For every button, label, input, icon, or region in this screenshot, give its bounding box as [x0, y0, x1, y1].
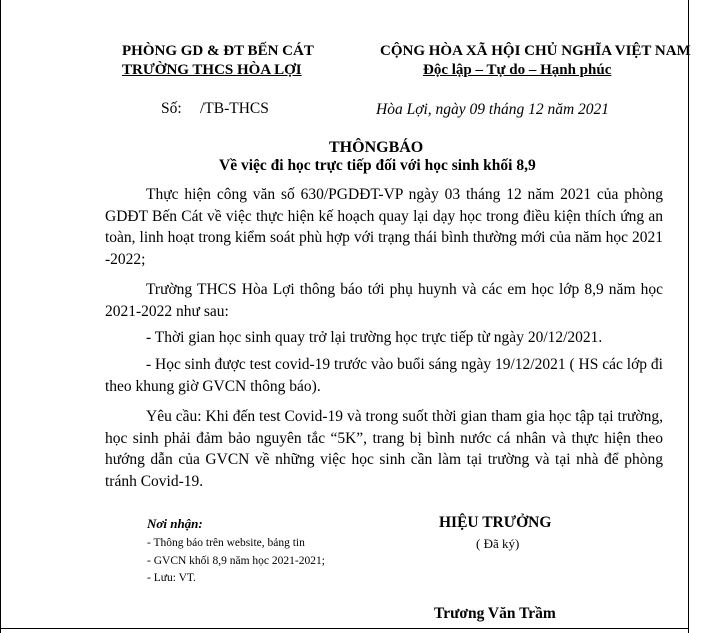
national-motto: Độc lập – Tự do – Hạnh phúc	[423, 62, 612, 78]
recipient-item: - GVCN khối 8,9 năm học 2021-2021;	[147, 555, 325, 567]
signer-name: Trương Văn Trầm	[434, 605, 556, 622]
signature-title: HIỆU TRƯỞNG	[439, 514, 552, 531]
page-border-bottom	[0, 628, 689, 629]
department-name: PHÒNG GD & ĐT BẾN CÁT	[122, 43, 314, 59]
school-name: TRƯỜNG THCS HÒA LỢI	[122, 62, 302, 78]
page-border-left	[0, 0, 1, 633]
paragraph-covid-test: - Học sinh được test covid-19 trước vào buổi sáng ngày 19/12/2021 ( HS các lớp đi theo khung giờ GVCN thông báo).	[105, 356, 663, 395]
paragraph-requirements: Yêu cầu: Khi đến test Covid-19 và trong suốt thời gian tham gia học tập tại trường, học sinh phải đảm bảo nguyên tắc “5K”, trang bị bình nước cá nhân và thực hiện theo hướng dẫn của GVCN về những việc học sinh cần làm tại trường và tại nhà để phòng tránh Covid-19.	[105, 408, 663, 490]
document-number: /TB-THCS	[200, 100, 269, 117]
document-subtitle: Về việc đi học trực tiếp đối với học sinh khối 8,9	[219, 157, 536, 174]
paragraph-announcement: Trường THCS Hòa Lợi thông báo tới phụ huynh và các em học lớp 8,9 năm học 2021-2022 như sau:	[105, 281, 663, 320]
document-title: THÔNGBÁO	[329, 139, 424, 156]
paragraph-return-date: - Thời gian học sinh quay trở lại trường học trực tiếp từ ngày 20/12/2021.	[146, 329, 603, 346]
recipient-item: - Thông báo trên website, bảng tin	[147, 537, 305, 549]
document-number-label: Số:	[161, 100, 182, 117]
page-border-right	[688, 0, 689, 633]
recipient-item: - Lưu: VT.	[147, 572, 196, 584]
signature-status: ( Đã ký)	[476, 536, 520, 551]
recipients-label: Nơi nhận:	[147, 516, 203, 531]
national-title: CỘNG HÒA XÃ HỘI CHỦ NGHĨA VIỆT NAM	[380, 43, 691, 59]
place-date: Hòa Lợi, ngày 09 tháng 12 năm 2021	[376, 101, 610, 118]
paragraph-intro: Thực hiện công văn số 630/PGDĐT-VP ngày 03 tháng 12 năm 2021 của phòng GDĐT Bến Cát về việc thực hiện kế hoạch quay lại dạy học trong điều kiện thích ứng an toàn, linh hoạt trong kiểm soát phù hợp với trạng thái bình thường mới của năm học 2021 -2022;	[105, 186, 663, 268]
